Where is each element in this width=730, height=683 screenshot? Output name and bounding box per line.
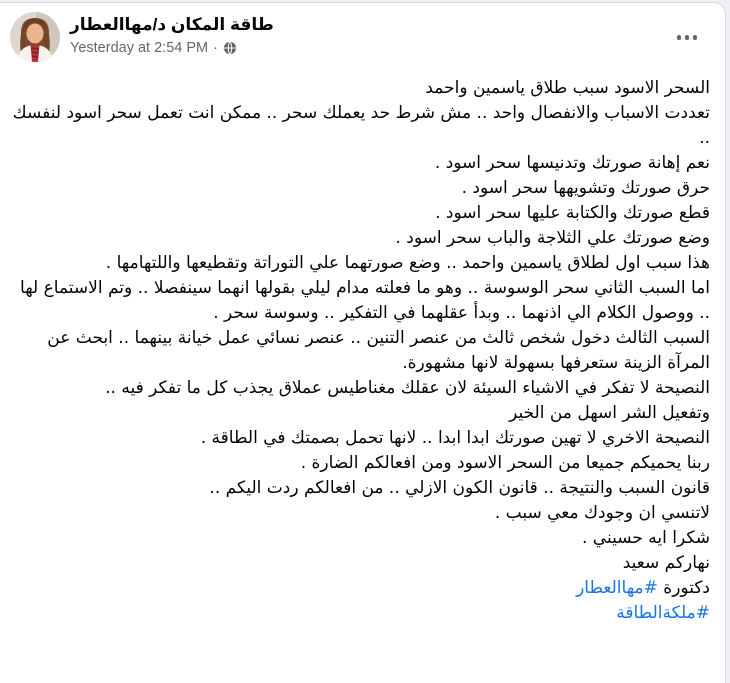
signature-prefix: دكتورة	[663, 578, 710, 598]
header-text-block	[70, 12, 274, 56]
post-paragraph: السحر الاسود سبب طلاق ياسمين واحمد	[425, 78, 710, 98]
post-paragraph: النصيحة لا تفكر في الاشياء السيئة لان عقلك مغناطيس عملاق يجذب كل ما تفكر فيه ..	[105, 378, 710, 398]
profile-avatar[interactable]	[10, 12, 60, 62]
post-paragraph: النصيحة الاخري لا تهين صورتك ابدا ابدا .. لانها تحمل بصمتك في الطاقة .	[200, 428, 710, 448]
post-options-button[interactable]	[671, 27, 704, 48]
post-timestamp[interactable]: Yesterday at 2:54 PM	[70, 40, 209, 56]
post-card	[0, 2, 726, 683]
post-paragraph: تعددت الاسباب والانفصال واحد .. مش شرط حد يعملك سحر .. ممكن انت تعمل سحر اسود لنفسك ..	[12, 103, 710, 148]
post-hashtag-line	[10, 601, 710, 626]
post-paragraph: وتفعيل الشر اسهل من الخير	[509, 403, 710, 423]
post-paragraph: هذا سبب اول لطلاق ياسمين واحمد .. وضع صورتهما علي التوراتة وتقطيعها واللتهامها .	[105, 253, 710, 273]
ellipsis-icon	[677, 35, 698, 40]
hashtag-energy-queen-link[interactable]: #ملكةالطاقة	[616, 603, 710, 623]
post-paragraph: شكرا ايه حسيني .	[581, 528, 710, 548]
post-header	[0, 3, 725, 62]
post-paragraph: قطع صورتك والكتابة عليها سحر اسود .	[435, 203, 710, 223]
post-paragraph: السبب الثالث دخول شخص ثالث من عنصر التنين .. عنصر نسائي عمل خيانة بينهما .. ابحث عن المرآة الزينة ستعرفها بسهولة لانها مشهورة.	[47, 328, 710, 373]
avatar-image	[10, 12, 60, 62]
post-paragraph: نعم إهانة صورتك وتدنيسها سحر اسود .	[434, 153, 710, 173]
post-paragraph: ربنا يحميكم جميعا من السحر الاسود ومن افعالكم الضارة .	[300, 453, 710, 473]
post-paragraph: نهاركم سعيد	[622, 553, 710, 573]
page-name-link[interactable]: طاقة المكان د/مهاالعطار	[70, 15, 274, 34]
meta-separator: ·	[213, 40, 218, 56]
post-paragraph: حرق صورتك وتشويهها سحر اسود .	[461, 178, 710, 198]
post-message	[0, 76, 725, 626]
post-paragraph: اما السبب الثاني سحر الوسوسة .. وهو ما فعلته مدام ليلي بقولها انهما سينفصلا .. وتم الاستماع لها .. ووصول الكلام الي اذنهما .. وبدأ عقلهما في التفكير .. وسوسة سحر .	[20, 278, 710, 323]
post-paragraph: قانون السبب والنتيجة .. قانون الكون الازلي .. من افعالكم ردت اليكم ..	[209, 478, 710, 498]
post-signature-line	[10, 576, 710, 601]
post-meta[interactable]	[70, 40, 274, 56]
post-paragraph: لاتنسي ان وجودك معي سبب .	[494, 503, 710, 523]
post-paragraph: وضع صورتك علي الثلاجة والباب سحر اسود .	[395, 228, 710, 248]
hashtag-maha-alattar-link[interactable]: #مهاالعطار	[576, 578, 658, 598]
globe-public-icon	[223, 41, 237, 55]
